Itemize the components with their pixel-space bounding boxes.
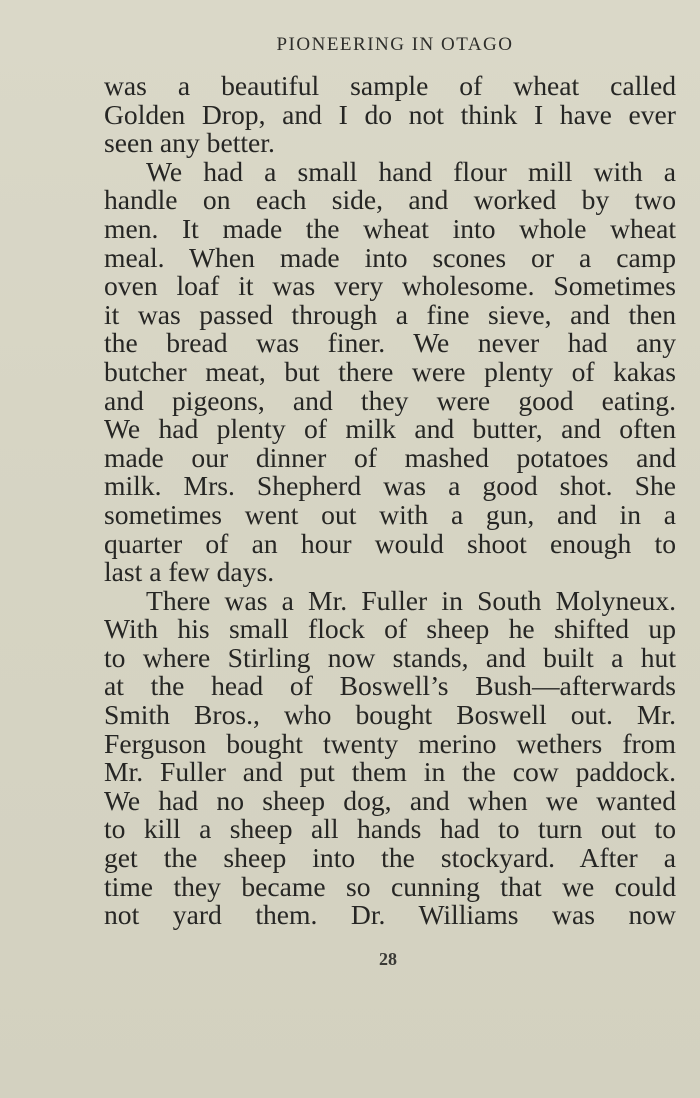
text-line: last a few days. <box>104 556 275 588</box>
text-line: men. It made the wheat into whole wheat <box>104 212 676 244</box>
text-line: time they became so cunning that we could <box>104 870 676 902</box>
page-number: 28 <box>379 949 397 969</box>
text-line: With his small flock of sheep he shifted up <box>104 613 676 645</box>
text-line: seen any better. <box>104 127 275 159</box>
text-line: to where Stirling now stands, and built a hut <box>104 641 676 673</box>
text-line: it was passed through a fine sieve, and then <box>104 298 676 330</box>
text-line: Golden Drop, and I do not think I have ever <box>104 98 676 130</box>
text-line: Smith Bros., who bought Boswell out. Mr. <box>104 699 676 731</box>
text-line: Mr. Fuller and put them in the cow paddock. <box>104 756 676 788</box>
body-text <box>104 72 676 930</box>
text-line: sometimes went out with a gun, and in a <box>104 498 676 530</box>
text-line: was a beautiful sample of wheat called <box>104 70 676 101</box>
text-line: butcher meat, but there were plenty of kakas <box>104 355 676 387</box>
text-line: We had a small hand flour mill with a <box>146 155 676 187</box>
text-line: There was a Mr. Fuller in South Molyneux. <box>146 584 676 616</box>
text-line: handle on each side, and worked by two <box>104 184 676 216</box>
text-line: milk. Mrs. Shepherd was a good shot. She <box>104 470 676 502</box>
text-line: made our dinner of mashed potatoes and <box>104 441 676 473</box>
text-line: meal. When made into scones or a camp <box>104 241 676 273</box>
running-head: PIONEERING IN OTAGO <box>276 34 514 55</box>
text-line: oven loaf it was very wholesome. Sometimes <box>104 270 676 302</box>
text-line: to kill a sheep all hands had to turn out to <box>104 813 676 845</box>
text-line: the bread was finer. We never had any <box>104 327 676 359</box>
text-line: quarter of an hour would shoot enough to <box>104 527 676 559</box>
text-line: at the head of Boswell’s Bush—afterwards <box>104 670 676 702</box>
text-line: We had no sheep dog, and when we wanted <box>104 784 676 816</box>
text-line: and pigeons, and they were good eating. <box>104 384 676 416</box>
text-line: Ferguson bought twenty merino wethers from <box>104 727 676 759</box>
text-line: not yard them. Dr. Williams was now <box>104 899 676 931</box>
text-line: get the sheep into the stockyard. After a <box>104 842 676 874</box>
text-line: We had plenty of milk and butter, and often <box>104 413 676 445</box>
